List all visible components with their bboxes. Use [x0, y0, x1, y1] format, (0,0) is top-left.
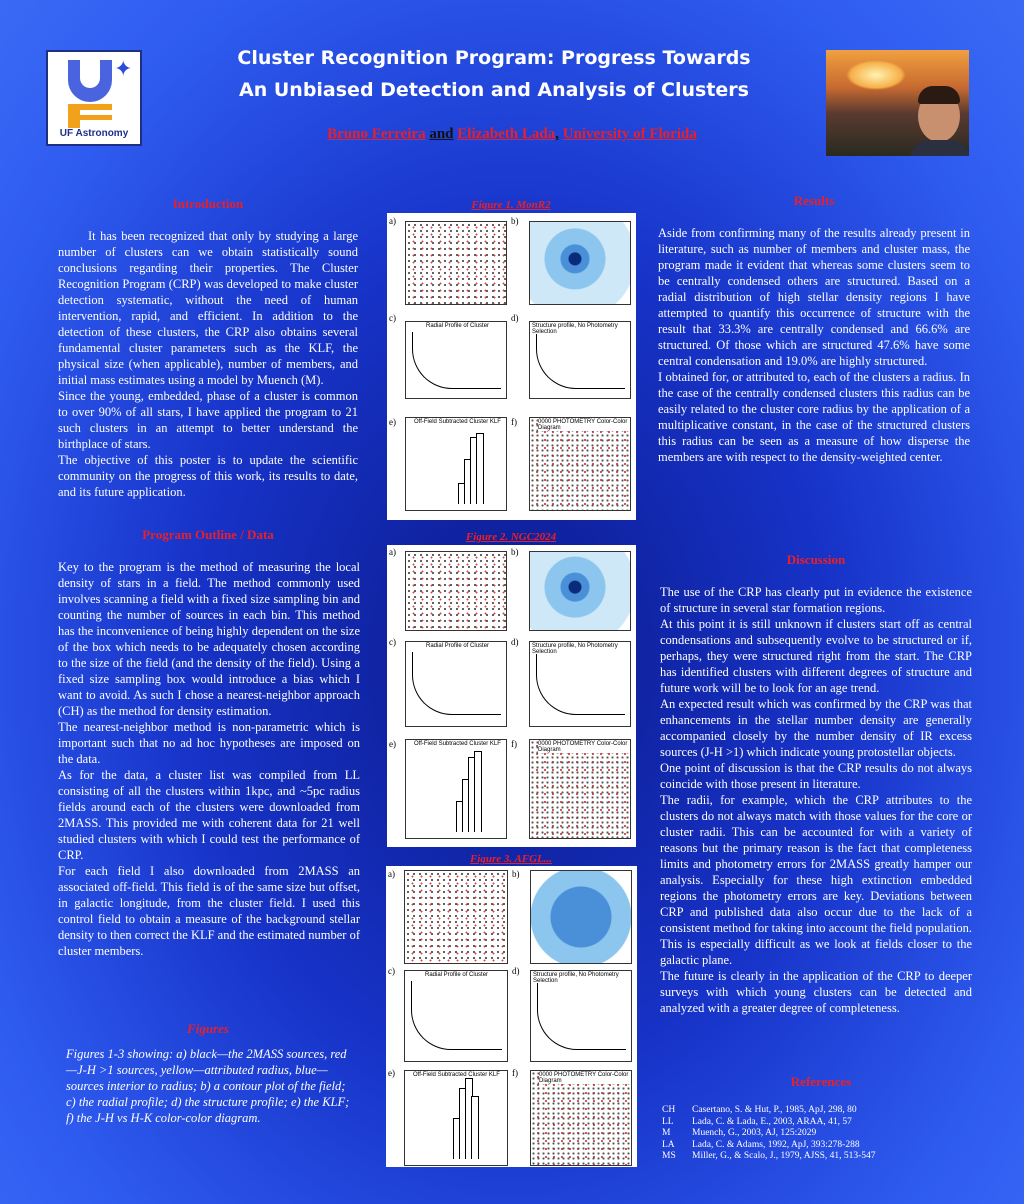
radial-profile-title: Radial Profile of Cluster	[426, 643, 490, 649]
introduction-text: It has been recognized that only by studying a large number of clusters can we obtain statistically sound conclusions regarding their properties. The Cluster Recognition Program (CRP) was developed to make cluster detection systematic, without the need of human intervention, rapid, and efficient. In addition to the detection of these clusters, the CRP also obtains several fundamental cluster parameters such as the KLF, the physical size (when applicable), number of members, and initial mass estimates using a model by Muench (M). Since the young, embedded, phase of a cluster is common to over 90% of all stars, I have applied the program to 21 such clusters in an attempt to better understand the birthplace of stars. The objective of this poster is to update the scientific community on the progress of this work, its results to date, and its future application.	[58, 229, 358, 499]
discussion-heading: Discussion	[786, 552, 846, 567]
panel-label-a: a)	[389, 547, 396, 557]
structure-profile-panel	[530, 970, 632, 1062]
panel-label-e: e)	[389, 417, 396, 427]
results-text: Aside from confirming many of the results already present in literature, such as number of members and cluster mass, the program made it evident that whereas some clusters seem to be centrally condensed others are structured. Based on a radial distribution of high stellar density regions I have attempted to quantify this occurrence of structure with the result that 33.3% are centrally condensed and 66.6% are structured. Of those which are structured 47.6% have some central condensation and 19.0% are highly structured. I obtained for, or attributed to, each of the clusters a radius. In the case of the centrally condensed clusters this radius can be easily related to the cluster core radius by the application of a multiplicative constant, in the case of the structured clusters this radius can be seen as a measure of how disperse the members are with respect to the density-weighted center.	[658, 226, 970, 464]
contour-panel	[529, 221, 631, 305]
panel-label-e: e)	[389, 739, 396, 749]
reference-text: Miller, G., & Scalo, J., 1979, AJSS, 41, 513-547	[692, 1151, 876, 1161]
panel-label-a: a)	[389, 216, 396, 226]
author-comma: ,	[555, 126, 559, 142]
photo-hair	[918, 86, 960, 104]
logo-u-shape	[68, 60, 112, 102]
panel-label-f: f)	[512, 1068, 518, 1078]
figure-3	[386, 866, 637, 1167]
panel-label-c: c)	[389, 313, 396, 323]
star-icon: ✦	[114, 56, 133, 81]
reference-item	[662, 1117, 876, 1129]
poster-title	[200, 42, 788, 106]
logo-text: UF Astronomy	[59, 128, 129, 139]
structure-profile-panel	[529, 641, 631, 727]
panel-label-f: f)	[511, 417, 517, 427]
panel-label-e: e)	[388, 1068, 395, 1078]
source-map-panel	[405, 221, 507, 305]
panel-label-d: d)	[511, 637, 519, 647]
reference-key: M	[662, 1128, 671, 1138]
references-list	[662, 1105, 876, 1163]
radial-profile-curve	[412, 332, 501, 389]
klf-title: Off-Field Subtracted Cluster KLF	[413, 1072, 500, 1078]
figures-heading: Figures	[187, 1021, 229, 1036]
structure-profile-title: Structure profile, No Photometry Selection	[533, 972, 619, 984]
klf-panel	[404, 1070, 508, 1166]
reference-key: LL	[662, 1116, 674, 1127]
figure-3-caption: Figure 3. AFGL...	[469, 853, 553, 865]
panel-label-d: d)	[512, 966, 520, 976]
introduction-heading: Introduction	[172, 196, 244, 211]
discussion-text: The use of the CRP has clearly put in evidence the existence of structure in several star formation regions. At this point it is still unknown if clusters start off as central condensations and subsequently evolve to be structured or if, perhaps, they were structured right from the start. The CRP has identified clusters with different degrees of structure and future work will be to look for an age trend. An expected result which was confirmed by the CRP was that enhancements in the stellar number density are generally accompanied closely by the number density of IR excess sources (J-H >1) which indicate young protostellar objects. One point of discussion is that the CRP results do not always coincide with those present in literature. The radii, for example, which the CRP attributes to the clusters do not always match with those values for the core or cluster radii. This can be accounted for with a variety of reasons but the primary reason is the fact that completeness limits and photometry errors for 2MASS greatly hamper our analysis. Especially for these high extinction embedded regions the photometry errors are key. Deviations between CRP and published data also occur due to the lack of a consistent method for taking into account the field population. This is especially difficult as we look at fields closer to the galactic plane. The future is clearly in the application of the CRP to deeper surveys with which young clusters can be detected and analyzed with a greater degree of completeness.	[660, 585, 972, 1015]
photo-shirt	[910, 140, 969, 156]
color-color-panel	[529, 417, 631, 511]
photo-sunset	[846, 60, 906, 90]
color-color-title: 0000 PHOTOMETRY Color-Color Diagram	[538, 741, 630, 753]
klf-bar	[471, 1096, 479, 1159]
reference-text: Casertano, S. & Hut, P., 1985, ApJ, 298, 80	[692, 1105, 857, 1115]
author-line	[200, 126, 824, 143]
figures-note-text: Figures 1-3 showing: a) black—the 2MASS sources, red—J-H >1 sources, yellow—attributed radius, blue—sources interior to radius; b) a contour plot of the field; c) the radial profile; d) the structure profile; e) the KLF; f) the J-H vs H-K color-color diagram.	[66, 1047, 350, 1125]
reference-text: Lada, C. & Lada, E., 2003, ARAA, 41, 57	[692, 1116, 852, 1127]
panel-label-c: c)	[389, 637, 396, 647]
panel-label-d: d)	[511, 313, 519, 323]
outline-heading: Program Outline / Data	[142, 527, 274, 542]
klf-bar	[474, 751, 482, 832]
klf-title: Off-Field Subtracted Cluster KLF	[414, 741, 501, 747]
color-color-title: 0000 PHOTOMETRY Color-Color Diagram	[538, 419, 630, 431]
klf-title: Off-Field Subtracted Cluster KLF	[414, 419, 501, 425]
radial-profile-panel	[404, 970, 508, 1062]
panel-label-b: b)	[512, 869, 520, 879]
reference-text: Lada, C. & Adams, 1992, ApJ, 393:278-288	[692, 1139, 860, 1150]
color-color-panel	[529, 739, 631, 839]
reference-item	[662, 1105, 876, 1117]
author-photo	[826, 50, 969, 156]
reference-text: Muench, G., 2003, AJ, 125:2029	[692, 1128, 817, 1138]
panel-label-a: a)	[388, 869, 395, 879]
references-heading: References	[790, 1074, 852, 1089]
klf-bar	[476, 433, 484, 504]
structure-profile-title: Structure profile, No Photometry Selection	[532, 643, 618, 655]
radial-profile-title: Radial Profile of Cluster	[425, 972, 489, 978]
title-line-2: An Unbiased Detection and Analysis of Clusters	[239, 79, 749, 101]
logo-f-shape	[68, 104, 112, 128]
contour-panel	[530, 870, 632, 964]
klf-panel	[405, 739, 507, 839]
reference-item	[662, 1151, 876, 1163]
affiliation: University of Florida	[562, 126, 697, 142]
panel-label-f: f)	[511, 739, 517, 749]
reference-item	[662, 1128, 876, 1140]
figure-1-caption: Figure 1. MonR2	[471, 199, 551, 211]
uf-astronomy-logo	[46, 50, 142, 146]
radial-profile-panel	[405, 641, 507, 727]
figure-2	[387, 545, 636, 847]
panel-label-b: b)	[511, 216, 519, 226]
reference-item	[662, 1140, 876, 1152]
figure-1	[387, 213, 636, 520]
source-map-panel	[404, 870, 508, 964]
structure-profile-curve	[537, 983, 626, 1050]
panel-label-b: b)	[511, 547, 519, 557]
results-heading: Results	[793, 193, 835, 208]
structure-profile-curve	[536, 334, 625, 389]
source-map-panel	[405, 551, 507, 631]
color-color-title: 0000 PHOTOMETRY Color-Color Diagram	[539, 1072, 631, 1084]
reference-key: LA	[662, 1139, 675, 1150]
reference-key: MS	[662, 1151, 676, 1161]
author-2: Elizabeth Lada	[457, 126, 556, 142]
structure-profile-curve	[536, 654, 625, 715]
panel-label-c: c)	[388, 966, 395, 976]
radial-profile-curve	[412, 652, 501, 715]
radial-profile-title: Radial Profile of Cluster	[426, 323, 490, 329]
radial-profile-panel	[405, 321, 507, 399]
structure-profile-title: Structure profile, No Photometry Selection	[532, 323, 618, 335]
author-and: and	[429, 126, 454, 142]
radial-profile-curve	[411, 981, 502, 1050]
reference-key: CH	[662, 1105, 676, 1115]
outline-text: Key to the program is the method of measuring the local density of stars in a field. The method commonly used involves scanning a field with a fixed size sampling bin and counting the number of sources in each bin. This method has the inconvenience of being highly dependent on the size of the box which needs to be adequately chosen according to the size of the field (and the density of the field). Using a fixed size sampling box would introduce a bias which I want to avoid. As such I chose a nearest-neighbor approach (CH) as the method for density estimation. The nearest-neighbor method is non-parametric which is important such that no ad hoc hypotheses are imposed on the data. As for the data, a cluster list was compiled from LL consisting of all the clusters within 1kpc, and ~5pc radius fields around each of the clusters were downloaded from 2MASS. This provided me with coherent data for 21 well studied clusters with which I could test the performance of CRP. For each field I also downloaded from 2MASS an associated off-field. This field is of the same size but offset, in galactic longitude, from the cluster field. I used this control field to obtain a measure of the background stellar density to then correct the KLF and the estimated number of cluster members.	[58, 560, 360, 958]
color-color-panel	[530, 1070, 632, 1166]
klf-panel	[405, 417, 507, 511]
contour-panel	[529, 551, 631, 631]
figure-2-caption: Figure 2. NGC2024	[465, 531, 557, 543]
title-line-1: Cluster Recognition Program: Progress Towards	[237, 47, 751, 69]
structure-profile-panel	[529, 321, 631, 399]
author-1: Bruno Ferreira	[327, 126, 426, 142]
